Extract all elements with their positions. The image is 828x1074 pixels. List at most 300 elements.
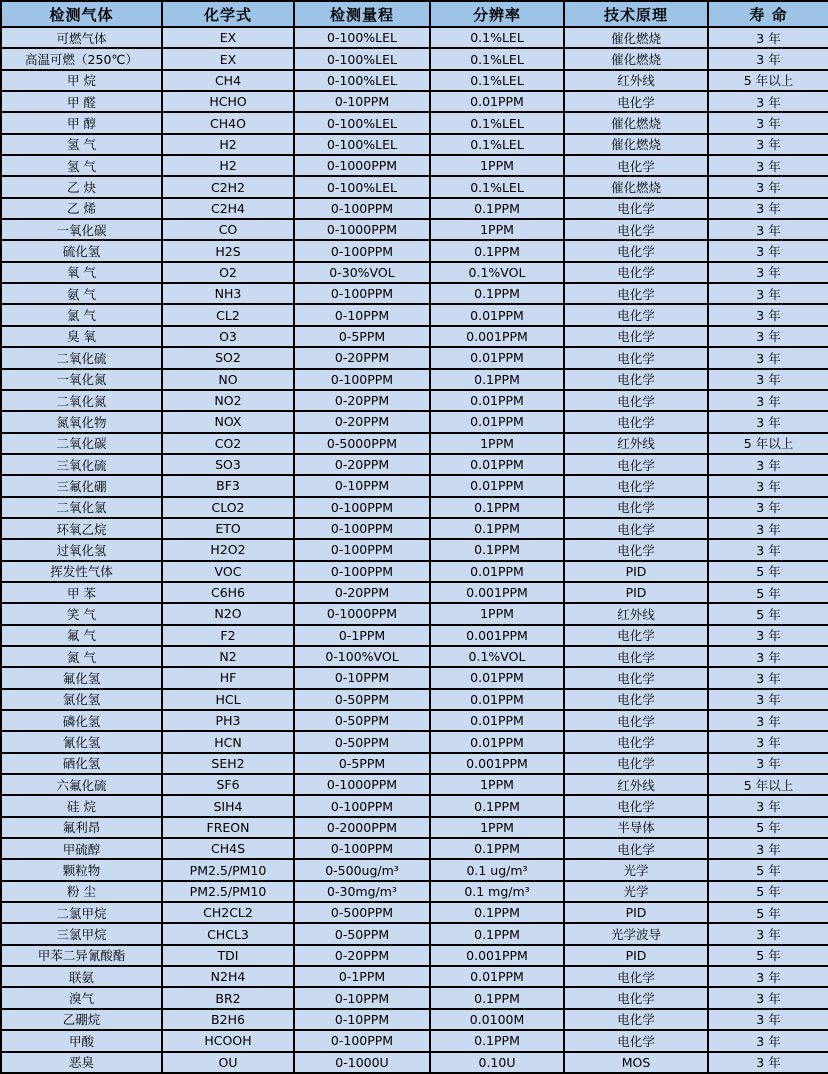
cell-chemical-formula: ETO: [162, 518, 294, 539]
cell-chemical-formula: H2O2: [162, 539, 294, 560]
cell-detection-range: 0-10PPM: [294, 475, 430, 496]
cell-lifespan: 5 年: [708, 603, 828, 624]
cell-detection-range: 0-100PPM: [294, 518, 430, 539]
cell-detection-range: 0-50PPM: [294, 689, 430, 710]
cell-lifespan: 5 年以上: [708, 433, 828, 454]
cell-resolution: 1PPM: [430, 774, 564, 795]
cell-detection-range: 0-1000PPM: [294, 155, 430, 176]
cell-resolution: 0.001PPM: [430, 753, 564, 774]
cell-gas-name: 恶臭: [1, 1052, 162, 1074]
cell-gas-name: 氟利昂: [1, 817, 162, 838]
cell-detection-range: 0-100PPM: [294, 198, 430, 219]
cell-technology: 电化学: [564, 753, 708, 774]
cell-chemical-formula: NOX: [162, 411, 294, 432]
table-row: [1, 1030, 828, 1051]
cell-resolution: 0.01PPM: [430, 390, 564, 411]
cell-detection-range: 0-10PPM: [294, 667, 430, 688]
cell-detection-range: 0-100PPM: [294, 240, 430, 261]
cell-gas-name: 三氟化硼: [1, 475, 162, 496]
cell-detection-range: 0-100PPM: [294, 497, 430, 518]
cell-technology: 电化学: [564, 454, 708, 475]
table-row: [1, 369, 828, 390]
table-row: [1, 1009, 828, 1030]
cell-lifespan: 3 年: [708, 134, 828, 155]
cell-technology: 电化学: [564, 198, 708, 219]
cell-lifespan: 3 年: [708, 326, 828, 347]
cell-chemical-formula: N2H4: [162, 966, 294, 987]
cell-resolution: 0.001PPM: [430, 326, 564, 347]
cell-chemical-formula: F2: [162, 625, 294, 646]
cell-gas-name: 二氯甲烷: [1, 902, 162, 923]
cell-resolution: 0.1PPM: [430, 518, 564, 539]
cell-gas-name: 环氧乙烷: [1, 518, 162, 539]
cell-resolution: 0.1PPM: [430, 369, 564, 390]
cell-gas-name: 联氨: [1, 966, 162, 987]
cell-gas-name: 乙 烯: [1, 198, 162, 219]
cell-technology: PID: [564, 582, 708, 603]
cell-lifespan: 3 年: [708, 347, 828, 368]
table-row: [1, 923, 828, 944]
cell-chemical-formula: B2H6: [162, 1009, 294, 1030]
cell-resolution: 0.10U: [430, 1052, 564, 1074]
cell-resolution: 1PPM: [430, 219, 564, 240]
cell-resolution: 0.001PPM: [430, 625, 564, 646]
cell-resolution: 0.1%LEL: [430, 70, 564, 91]
cell-chemical-formula: CO: [162, 219, 294, 240]
cell-technology: 电化学: [564, 262, 708, 283]
cell-technology: 红外线: [564, 603, 708, 624]
cell-detection-range: 0-10PPM: [294, 304, 430, 325]
cell-resolution: 0.1PPM: [430, 198, 564, 219]
cell-detection-range: 0-100PPM: [294, 369, 430, 390]
cell-resolution: 0.1PPM: [430, 240, 564, 261]
cell-chemical-formula: PM2.5/PM10: [162, 859, 294, 880]
cell-gas-name: 氨 气: [1, 283, 162, 304]
cell-detection-range: 0-20PPM: [294, 411, 430, 432]
cell-chemical-formula: H2S: [162, 240, 294, 261]
cell-gas-name: 笑 气: [1, 603, 162, 624]
cell-resolution: 0.01PPM: [430, 710, 564, 731]
cell-technology: 催化燃烧: [564, 176, 708, 197]
cell-technology: 电化学: [564, 539, 708, 560]
table-row: [1, 176, 828, 197]
cell-gas-name: 氢 气: [1, 134, 162, 155]
cell-gas-name: 臭 氧: [1, 326, 162, 347]
cell-resolution: 0.1PPM: [430, 539, 564, 560]
cell-chemical-formula: CH4O: [162, 112, 294, 133]
cell-chemical-formula: HCOOH: [162, 1030, 294, 1051]
cell-detection-range: 0-1000PPM: [294, 603, 430, 624]
cell-resolution: 1PPM: [430, 433, 564, 454]
cell-resolution: 1PPM: [430, 603, 564, 624]
cell-gas-name: 氢 气: [1, 155, 162, 176]
header-detection-range: 检测量程: [294, 1, 430, 27]
cell-gas-name: 二氧化碳: [1, 433, 162, 454]
cell-lifespan: 3 年: [708, 518, 828, 539]
table-row: [1, 881, 828, 902]
cell-lifespan: 3 年: [708, 753, 828, 774]
cell-resolution: 0.1%LEL: [430, 112, 564, 133]
cell-gas-name: 氯化氢: [1, 689, 162, 710]
cell-gas-name: 三氯甲烷: [1, 923, 162, 944]
table-row: [1, 603, 828, 624]
cell-chemical-formula: HF: [162, 667, 294, 688]
cell-detection-range: 0-50PPM: [294, 923, 430, 944]
table-row: [1, 27, 828, 48]
cell-gas-name: 一氧化碳: [1, 219, 162, 240]
cell-chemical-formula: CH2CL2: [162, 902, 294, 923]
cell-gas-name: 三氧化硫: [1, 454, 162, 475]
cell-lifespan: 3 年: [708, 667, 828, 688]
cell-gas-name: 过氧化氢: [1, 539, 162, 560]
cell-lifespan: 3 年: [708, 710, 828, 731]
cell-lifespan: 3 年: [708, 283, 828, 304]
table-row: [1, 304, 828, 325]
cell-gas-name: 二氧化硫: [1, 347, 162, 368]
cell-lifespan: 3 年: [708, 27, 828, 48]
table-body: [1, 27, 828, 1073]
cell-gas-name: 硫化氢: [1, 240, 162, 261]
cell-technology: 红外线: [564, 433, 708, 454]
cell-chemical-formula: PH3: [162, 710, 294, 731]
cell-chemical-formula: SIH4: [162, 795, 294, 816]
cell-gas-name: 一氧化氮: [1, 369, 162, 390]
cell-resolution: 0.1PPM: [430, 795, 564, 816]
table-row: [1, 902, 828, 923]
cell-lifespan: 5 年: [708, 945, 828, 966]
cell-resolution: 0.1PPM: [430, 923, 564, 944]
cell-lifespan: 3 年: [708, 262, 828, 283]
table-row: [1, 518, 828, 539]
cell-detection-range: 0-100PPM: [294, 838, 430, 859]
table-row: [1, 454, 828, 475]
cell-technology: 电化学: [564, 625, 708, 646]
cell-resolution: 0.01PPM: [430, 411, 564, 432]
table-row: [1, 731, 828, 752]
cell-detection-range: 0-100PPM: [294, 539, 430, 560]
header-lifespan: 寿 命: [708, 1, 828, 27]
cell-chemical-formula: CO2: [162, 433, 294, 454]
table-row: [1, 155, 828, 176]
cell-chemical-formula: C2H2: [162, 176, 294, 197]
cell-lifespan: 3 年: [708, 176, 828, 197]
cell-resolution: 0.01PPM: [430, 689, 564, 710]
cell-chemical-formula: O2: [162, 262, 294, 283]
table-row: [1, 283, 828, 304]
cell-detection-range: 0-500PPM: [294, 902, 430, 923]
cell-lifespan: 3 年: [708, 731, 828, 752]
cell-chemical-formula: NO2: [162, 390, 294, 411]
cell-detection-range: 0-20PPM: [294, 945, 430, 966]
cell-gas-name: 氮 气: [1, 646, 162, 667]
cell-gas-name: 乙硼烷: [1, 1009, 162, 1030]
cell-resolution: 0.1 mg/m³: [430, 881, 564, 902]
cell-chemical-formula: PM2.5/PM10: [162, 881, 294, 902]
cell-chemical-formula: CLO2: [162, 497, 294, 518]
cell-technology: 电化学: [564, 646, 708, 667]
cell-detection-range: 0-100%LEL: [294, 48, 430, 69]
cell-lifespan: 3 年: [708, 838, 828, 859]
cell-technology: 电化学: [564, 689, 708, 710]
cell-lifespan: 3 年: [708, 497, 828, 518]
table-row: [1, 710, 828, 731]
table-row: [1, 753, 828, 774]
cell-lifespan: 3 年: [708, 475, 828, 496]
cell-resolution: 0.1%LEL: [430, 27, 564, 48]
cell-resolution: 0.1PPM: [430, 902, 564, 923]
cell-detection-range: 0-100PPM: [294, 795, 430, 816]
cell-chemical-formula: C2H4: [162, 198, 294, 219]
cell-detection-range: 0-100PPM: [294, 1030, 430, 1051]
cell-lifespan: 3 年: [708, 454, 828, 475]
cell-detection-range: 0-50PPM: [294, 710, 430, 731]
table-row: [1, 625, 828, 646]
cell-chemical-formula: EX: [162, 27, 294, 48]
table-row: [1, 945, 828, 966]
cell-gas-name: 甲 醛: [1, 91, 162, 112]
cell-resolution: 0.01PPM: [430, 731, 564, 752]
cell-technology: 电化学: [564, 710, 708, 731]
table-row: [1, 433, 828, 454]
cell-lifespan: 5 年: [708, 902, 828, 923]
table-row: [1, 646, 828, 667]
cell-detection-range: 0-5PPM: [294, 753, 430, 774]
cell-chemical-formula: NH3: [162, 283, 294, 304]
cell-gas-name: 氟 气: [1, 625, 162, 646]
cell-technology: 电化学: [564, 518, 708, 539]
cell-chemical-formula: CH4S: [162, 838, 294, 859]
cell-chemical-formula: O3: [162, 326, 294, 347]
cell-detection-range: 0-50PPM: [294, 731, 430, 752]
cell-chemical-formula: HCN: [162, 731, 294, 752]
cell-chemical-formula: CL2: [162, 304, 294, 325]
cell-technology: 催化燃烧: [564, 48, 708, 69]
cell-detection-range: 0-10PPM: [294, 987, 430, 1008]
table-row: [1, 347, 828, 368]
cell-resolution: 0.001PPM: [430, 582, 564, 603]
cell-technology: MOS: [564, 1052, 708, 1074]
cell-resolution: 0.0100M: [430, 1009, 564, 1030]
cell-chemical-formula: HCL: [162, 689, 294, 710]
cell-chemical-formula: NO: [162, 369, 294, 390]
cell-gas-name: 氟化氢: [1, 667, 162, 688]
cell-chemical-formula: H2: [162, 155, 294, 176]
cell-technology: 电化学: [564, 731, 708, 752]
cell-technology: 电化学: [564, 369, 708, 390]
cell-gas-name: 乙 炔: [1, 176, 162, 197]
cell-gas-name: 氮氧化物: [1, 411, 162, 432]
cell-lifespan: 3 年: [708, 646, 828, 667]
table-header: [1, 1, 828, 27]
cell-resolution: 1PPM: [430, 155, 564, 176]
cell-lifespan: 5 年以上: [708, 774, 828, 795]
cell-chemical-formula: N2: [162, 646, 294, 667]
cell-gas-name: 溴气: [1, 987, 162, 1008]
cell-technology: 催化燃烧: [564, 27, 708, 48]
cell-detection-range: 0-500ug/m³: [294, 859, 430, 880]
cell-technology: 电化学: [564, 838, 708, 859]
cell-resolution: 0.1%LEL: [430, 134, 564, 155]
table-row: [1, 198, 828, 219]
cell-lifespan: 5 年: [708, 817, 828, 838]
cell-resolution: 0.1%LEL: [430, 48, 564, 69]
cell-resolution: 0.01PPM: [430, 454, 564, 475]
cell-detection-range: 0-1000PPM: [294, 774, 430, 795]
cell-lifespan: 3 年: [708, 198, 828, 219]
cell-detection-range: 0-1000U: [294, 1052, 430, 1074]
cell-technology: 电化学: [564, 390, 708, 411]
cell-detection-range: 0-100%LEL: [294, 70, 430, 91]
cell-lifespan: 3 年: [708, 112, 828, 133]
cell-gas-name: 颗粒物: [1, 859, 162, 880]
cell-chemical-formula: CH4: [162, 70, 294, 91]
cell-technology: 半导体: [564, 817, 708, 838]
table-row: [1, 582, 828, 603]
cell-lifespan: 3 年: [708, 923, 828, 944]
cell-gas-name: 甲 苯: [1, 582, 162, 603]
cell-detection-range: 0-100PPM: [294, 283, 430, 304]
cell-gas-name: 粉 尘: [1, 881, 162, 902]
cell-gas-name: 硅 烷: [1, 795, 162, 816]
table-row: [1, 987, 828, 1008]
cell-lifespan: 3 年: [708, 390, 828, 411]
cell-detection-range: 0-20PPM: [294, 390, 430, 411]
cell-technology: 电化学: [564, 283, 708, 304]
cell-detection-range: 0-100%LEL: [294, 27, 430, 48]
cell-technology: 电化学: [564, 326, 708, 347]
cell-chemical-formula: SO2: [162, 347, 294, 368]
cell-gas-name: 高温可燃（250℃）: [1, 48, 162, 69]
cell-technology: 电化学: [564, 1009, 708, 1030]
cell-detection-range: 0-100PPM: [294, 561, 430, 582]
table-row: [1, 838, 828, 859]
cell-lifespan: 3 年: [708, 155, 828, 176]
cell-technology: 电化学: [564, 475, 708, 496]
cell-detection-range: 0-100%LEL: [294, 134, 430, 155]
cell-technology: 红外线: [564, 774, 708, 795]
cell-technology: 光学波导: [564, 923, 708, 944]
cell-detection-range: 0-100%LEL: [294, 176, 430, 197]
cell-detection-range: 0-100%LEL: [294, 112, 430, 133]
cell-technology: 电化学: [564, 304, 708, 325]
table-row: [1, 326, 828, 347]
cell-technology: 电化学: [564, 987, 708, 1008]
cell-chemical-formula: SEH2: [162, 753, 294, 774]
cell-chemical-formula: FREON: [162, 817, 294, 838]
table-row: [1, 561, 828, 582]
cell-chemical-formula: H2: [162, 134, 294, 155]
cell-detection-range: 0-5PPM: [294, 326, 430, 347]
cell-detection-range: 0-30%VOL: [294, 262, 430, 283]
cell-detection-range: 0-5000PPM: [294, 433, 430, 454]
table-row: [1, 390, 828, 411]
table-row: [1, 689, 828, 710]
table-row: [1, 667, 828, 688]
cell-technology: 催化燃烧: [564, 112, 708, 133]
table-row: [1, 817, 828, 838]
cell-detection-range: 0-20PPM: [294, 347, 430, 368]
cell-detection-range: 0-20PPM: [294, 582, 430, 603]
cell-gas-name: 磷化氢: [1, 710, 162, 731]
cell-lifespan: 3 年: [708, 1030, 828, 1051]
cell-resolution: 0.01PPM: [430, 475, 564, 496]
header-chemical-formula: 化学式: [162, 1, 294, 27]
table-row: [1, 859, 828, 880]
cell-gas-name: 甲 烷: [1, 70, 162, 91]
cell-resolution: 0.01PPM: [430, 91, 564, 112]
cell-lifespan: 3 年: [708, 369, 828, 390]
table-row: [1, 70, 828, 91]
cell-technology: 电化学: [564, 347, 708, 368]
cell-detection-range: 0-10PPM: [294, 1009, 430, 1030]
cell-gas-name: 六氟化硫: [1, 774, 162, 795]
cell-chemical-formula: VOC: [162, 561, 294, 582]
table-row: [1, 240, 828, 261]
cell-gas-name: 可燃气体: [1, 27, 162, 48]
cell-resolution: 0.1PPM: [430, 497, 564, 518]
cell-chemical-formula: OU: [162, 1052, 294, 1074]
cell-lifespan: 3 年: [708, 240, 828, 261]
cell-technology: 电化学: [564, 219, 708, 240]
cell-technology: 催化燃烧: [564, 134, 708, 155]
cell-lifespan: 5 年: [708, 881, 828, 902]
cell-gas-name: 甲 醇: [1, 112, 162, 133]
cell-resolution: 0.1%VOL: [430, 262, 564, 283]
cell-detection-range: 0-10PPM: [294, 91, 430, 112]
table-row: [1, 497, 828, 518]
cell-lifespan: 3 年: [708, 966, 828, 987]
cell-resolution: 0.01PPM: [430, 304, 564, 325]
cell-gas-name: 氧 气: [1, 262, 162, 283]
header-resolution: 分辨率: [430, 1, 564, 27]
cell-lifespan: 3 年: [708, 91, 828, 112]
cell-detection-range: 0-30mg/m³: [294, 881, 430, 902]
cell-chemical-formula: CHCL3: [162, 923, 294, 944]
table-row: [1, 475, 828, 496]
cell-lifespan: 3 年: [708, 1009, 828, 1030]
cell-technology: 电化学: [564, 497, 708, 518]
cell-gas-name: 二氧化氯: [1, 497, 162, 518]
table-row: [1, 795, 828, 816]
cell-gas-name: 氯 气: [1, 304, 162, 325]
cell-technology: 电化学: [564, 411, 708, 432]
cell-resolution: 0.1PPM: [430, 283, 564, 304]
cell-gas-name: 氰化氢: [1, 731, 162, 752]
cell-resolution: 0.01PPM: [430, 561, 564, 582]
cell-chemical-formula: C6H6: [162, 582, 294, 603]
cell-lifespan: 3 年: [708, 48, 828, 69]
cell-lifespan: 3 年: [708, 689, 828, 710]
cell-detection-range: 0-1000PPM: [294, 219, 430, 240]
cell-detection-range: 0-20PPM: [294, 454, 430, 475]
cell-chemical-formula: SO3: [162, 454, 294, 475]
cell-lifespan: 5 年: [708, 561, 828, 582]
cell-gas-name: 甲硫醇: [1, 838, 162, 859]
cell-resolution: 0.1 ug/m³: [430, 859, 564, 880]
cell-technology: 电化学: [564, 240, 708, 261]
table-row: [1, 112, 828, 133]
cell-technology: 电化学: [564, 667, 708, 688]
cell-technology: 光学: [564, 859, 708, 880]
cell-chemical-formula: TDI: [162, 945, 294, 966]
cell-lifespan: 3 年: [708, 795, 828, 816]
cell-gas-name: 挥发性气体: [1, 561, 162, 582]
cell-gas-name: 硒化氢: [1, 753, 162, 774]
cell-technology: 光学: [564, 881, 708, 902]
table-row: [1, 48, 828, 69]
cell-technology: 电化学: [564, 155, 708, 176]
table-row: [1, 1052, 828, 1074]
